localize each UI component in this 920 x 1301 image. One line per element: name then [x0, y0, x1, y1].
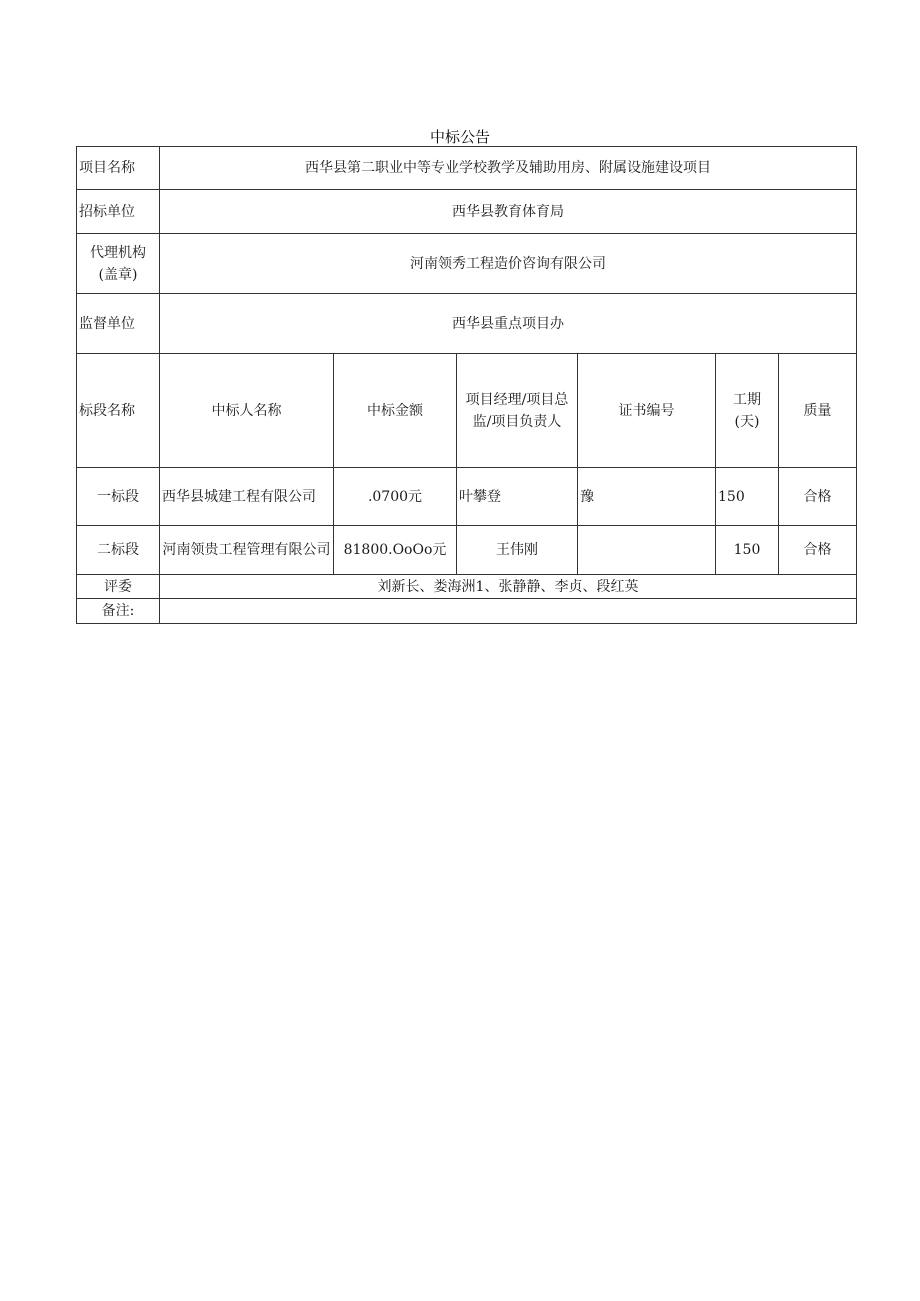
supervisor-label: 监督单位: [77, 294, 160, 354]
remarks-label: 备注:: [77, 599, 160, 624]
lot-row: [77, 468, 857, 526]
remarks-row: [77, 599, 857, 624]
lot-quality: 合格: [779, 468, 857, 526]
supervisor-row: [77, 294, 857, 354]
lot-name: 二标段: [77, 526, 160, 575]
tenderer-value: 西华县教育体育局: [160, 190, 857, 234]
header-manager: 项目经理/项目总监/项目负责人: [457, 354, 578, 468]
header-period: 工期 (天): [716, 354, 779, 468]
remarks-value: [160, 599, 857, 624]
tenderer-label: 招标单位: [77, 190, 160, 234]
lot-quality: 合格: [779, 526, 857, 575]
committee-row: [77, 575, 857, 599]
header-lot: 标段名称: [77, 354, 160, 468]
lot-manager: 叶攀登: [457, 468, 578, 526]
page-title: 中标公告: [429, 128, 490, 146]
header-quality: 质量: [779, 354, 857, 468]
header-amount: 中标金额: [334, 354, 457, 468]
lot-cert: [578, 526, 716, 575]
lots-header-row: [77, 354, 857, 468]
lot-row: [77, 526, 857, 575]
agency-label: 代理机构 (盖章): [77, 234, 160, 294]
bid-notice-table: [76, 146, 857, 624]
header-cert: 证书编号: [578, 354, 716, 468]
lot-winner: 河南领贵工程管理有限公司: [160, 526, 334, 575]
committee-value: 刘新长、娄海洲1、张静静、李贞、段红英: [160, 575, 857, 599]
lot-winner: 西华县城建工程有限公司: [160, 468, 334, 526]
project-label: 项目名称: [77, 147, 160, 190]
lot-manager: 王伟刚: [457, 526, 578, 575]
agency-value: 河南领秀工程造价咨询有限公司: [160, 234, 857, 294]
header-winner: 中标人名称: [160, 354, 334, 468]
committee-label: 评委: [77, 575, 160, 599]
project-row: [77, 147, 857, 190]
lot-period: 150: [716, 526, 779, 575]
project-value: 西华县第二职业中等专业学校教学及辅助用房、附属设施建设项目: [160, 147, 857, 190]
supervisor-value: 西华县重点项目办: [160, 294, 857, 354]
lot-amount: .0700元: [334, 468, 457, 526]
lot-period: 150: [716, 468, 779, 526]
lot-cert: 豫: [578, 468, 716, 526]
lot-name: 一标段: [77, 468, 160, 526]
lot-amount: 81800.OoOo元: [334, 526, 457, 575]
agency-row: [77, 234, 857, 294]
tenderer-row: [77, 190, 857, 234]
